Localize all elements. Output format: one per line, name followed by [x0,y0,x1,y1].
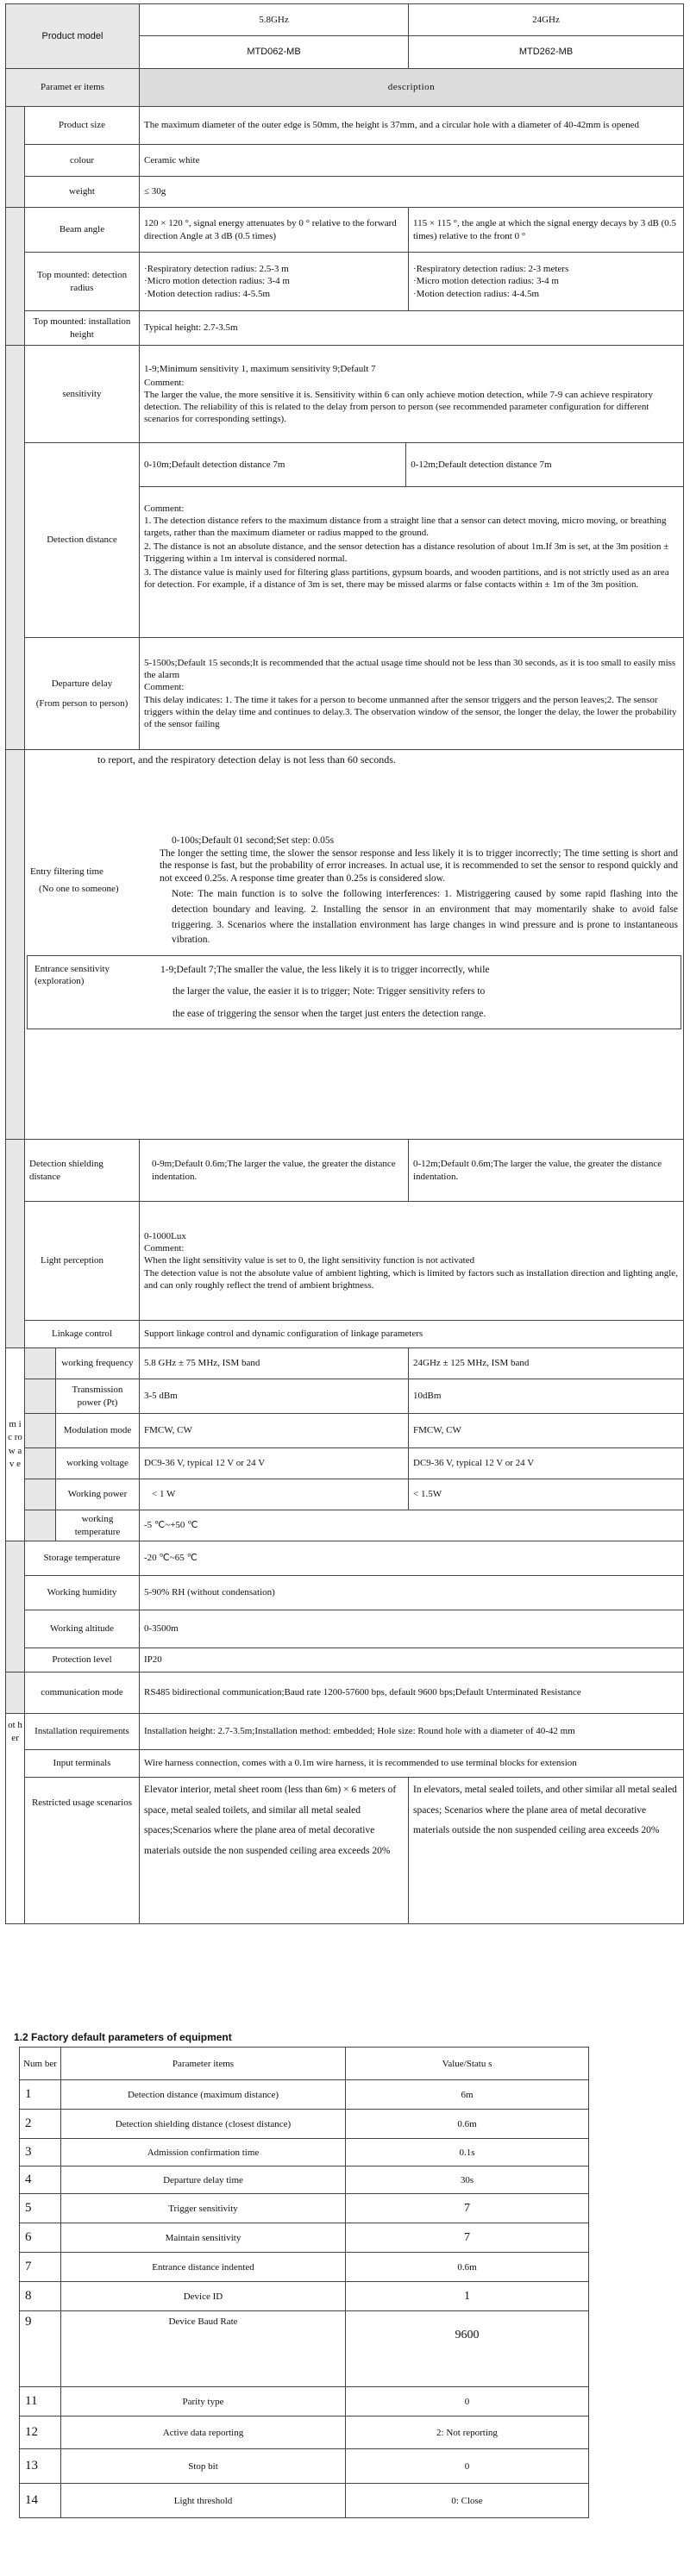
top-radius-24-line: ·Motion detection radius: 4-4.5m [413,288,540,299]
colour-value: Ceramic white [140,145,684,177]
departure-delay-sub: (From person to person) [35,697,129,709]
entrance-sensitivity-line-2: the larger the value, the easier it is to trigger; Note: Trigger sensitivity refers to [172,986,486,997]
detection-distance-24: 0-12m;Default detection distance 7m [406,443,683,486]
modulation-label: Modulation mode [56,1414,140,1448]
table-row [20,2166,589,2194]
group-basic-spacer [6,107,25,208]
entry-filter-title: Entry filtering time [30,866,104,877]
light-label: Light perception [25,1202,140,1321]
entrance-sensitivity-value [160,960,675,1025]
row-param: Entrance distance indented [61,2253,346,2282]
row-number: 6 [20,2223,61,2253]
table-row [20,2110,589,2139]
voltage-58: DC9-36 V, typical 12 V or 24 V [140,1448,409,1479]
working-freq-58: 5.8 GHz ± 75 MHz, ISM band [140,1348,409,1379]
product-model-label: Product model [6,4,140,69]
group-env-spacer [6,1541,25,1673]
table-row [20,2080,589,2110]
departure-delay-label [25,638,140,750]
row-number: 1 [20,2080,61,2110]
table-row [20,2282,589,2311]
factory-defaults-table [19,2047,589,2518]
group-light-spacer [6,1140,25,1348]
weight-value: ≤ 30g [140,177,684,208]
row-value: 0 [346,2387,589,2417]
top-radius-24-line: ·Micro motion detection radius: 3-4 m [413,276,559,287]
row-number: 12 [20,2417,61,2449]
row-value: 6m [346,2080,589,2110]
power-24: < 1.5W [409,1479,684,1510]
altitude-value: 0-3500m [140,1610,684,1648]
beam-angle-label: Beam angle [25,208,140,253]
freq-24-header: 24GHz [409,4,684,36]
power-label: Working power [56,1479,140,1510]
departure-delay-comment-label: Comment: [144,682,185,693]
detection-distance-comment-label: Comment: [144,503,185,514]
detection-distance-notes [140,487,683,594]
continuation-block [25,750,684,1140]
protection-label: Protection level [25,1648,140,1673]
factory-defaults-title: 1.2 Factory default parameters of equipment [14,2031,232,2043]
table-row [20,2139,589,2166]
row-value: 2: Not reporting [346,2417,589,2449]
row-value: 30s [346,2166,589,2194]
departure-delay-value [140,638,684,750]
group-comm-spacer [6,1673,25,1714]
row-param: Departure delay time [61,2166,346,2194]
tx-power-58: 3-5 dBm [140,1379,409,1414]
row-param: Device Baud Rate [61,2311,346,2387]
work-temp-label: working temperature [56,1510,140,1541]
beam-angle-58: 120 × 120 °, signal energy attenuates by 0 ° relative to the forward direction Angle at 3 dB (0.5 times) [140,208,409,253]
modulation-58: FMCW, CW [140,1414,409,1448]
tx-power-label: Transmission power (Pt) [56,1379,140,1414]
top-radius-58-line: ·Micro motion detection radius: 3-4 m [144,276,290,287]
row-param: Maintain sensitivity [61,2223,346,2253]
other-group-label: ot h er [6,1714,25,1924]
product-size-label: Product size [25,107,140,145]
light-comment-line-3: The detection value is not the absolute value of ambient lighting, which is limited by factors such as installation direction and lighting angle, and can only roughly reflect the trend of ambient brightness. [144,1267,678,1291]
table-row [20,2387,589,2417]
detection-distance-58: 0-10m;Default detection distance 7m [140,443,406,486]
row-value: 0: Close [346,2484,589,2518]
detection-distance-note-3: 3. The distance value is mainly used for filtering glass partitions, gypsum boards, and wooden partitions, and is not strictly used as an area for detection. For example, if a distance of 3m is set, there may be missed alarms or false contacts within ± 1m of the 3m position. [144,566,669,590]
entrance-sensitivity-line-3: the ease of triggering the sensor when the target just enters the detection range. [172,1008,486,1019]
light-comment-line-2: When the light sensitivity value is set to 0, the light sensitivity function is not activated [144,1255,475,1266]
sensitivity-comment-text: The larger the value, the more sensitive it is. Sensitivity within 6 can only achieve motion detection, while 7-9 can achieve respiratory detection. The reliability of this is related to the delay from person to person (see recommended parameter configuration for different scenarios for corresponding settings). [144,389,653,425]
light-comment-label: Comment: [144,1243,185,1254]
departure-delay-comment-text: This delay indicates: 1. The time it takes for a person to become unmanned after the sensor triggers and the person leaves;2. The sensor triggers within the delay time and continues to delay.3. The observation window of the sensor, the longer the delay, the lower the probability of the sensor failing [144,694,677,729]
storage-temp-value: -20 ℃~65 ℃ [140,1541,684,1576]
row-value: 9600 [346,2311,589,2387]
entrance-sensitivity-block [27,955,681,1029]
linkage-value: Support linkage control and dynamic configuration of linkage parameters [140,1321,684,1348]
spec-table [5,3,684,1924]
row-number: 2 [20,2110,61,2139]
table-row [20,2311,589,2387]
table-row [20,2194,589,2223]
voltage-label: working voltage [56,1448,140,1479]
install-label: Installation requirements [25,1714,140,1750]
voltage-24: DC9-36 V, typical 12 V or 24 V [409,1448,684,1479]
row-value: 1 [346,2282,589,2311]
install-value: Installation height: 2.7-3.5m;Installation method: embedded; Hole size: Round hole with a diameter of 40-42 mm [140,1714,684,1750]
tx-power-24: 10dBm [409,1379,684,1414]
row-value: 0 [346,2449,589,2484]
row-number: 8 [20,2282,61,2311]
power-58: < 1 W [140,1479,409,1510]
top-radius-24 [409,253,684,311]
row-number: 11 [20,2387,61,2417]
departure-delay-range: 5-1500s;Default 15 seconds;It is recommended that the actual usage time should not be less than 30 seconds, as it is too small to easily miss the alarm [144,658,676,681]
row-param: Device ID [61,2282,346,2311]
input-terminals-value: Wire harness connection, comes with a 0.1m wire harness, it is recommended to use terminal blocks for extension [140,1750,684,1778]
detection-distance-label: Detection distance [25,443,140,638]
light-range: 0-1000Lux [144,1231,186,1242]
freq-58-header: 5.8GHz [140,4,409,36]
departure-delay-title: Departure delay [51,678,113,690]
detection-distance-subtable [140,443,683,487]
weight-label: weight [25,177,140,208]
sensitivity-label: sensitivity [25,346,140,443]
table-row [20,2449,589,2484]
row-param: Detection distance (maximum distance) [61,2080,346,2110]
table-row [20,2253,589,2282]
group-beam-spacer [6,208,25,346]
row-param: Active data reporting [61,2417,346,2449]
row-param: Trigger sensitivity [61,2194,346,2223]
entry-filter-label [27,835,156,948]
microwave-group-label: m ic ro w av e [6,1348,25,1541]
row-number: 4 [20,2166,61,2194]
sensitivity-comment-label: Comment: [144,377,185,388]
top-radius-label: Top mounted: detection radius [25,253,140,311]
restricted-label: Restricted usage scenarios [25,1778,140,1924]
group-detect-spacer [6,346,25,750]
altitude-label: Working altitude [25,1610,140,1648]
storage-temp-label: Storage temperature [25,1541,140,1576]
factory-header-value: Value/Statu s [346,2048,589,2080]
sensitivity-range: 1-9;Minimum sensitivity 1, maximum sensitivity 9;Default 7 [144,363,376,374]
description-label: description [140,69,684,107]
detection-distance-value [140,443,684,638]
row-number: 13 [20,2449,61,2484]
entry-filter-text: The longer the setting time, the slower the sensor response and less likely it is to trigger incorrectly; The time setting is short and the response is fast, but the probability of error increases. In actual use, it is recommended to set the sensor to respond quickly and not exceed 0.25s. A response time greater than 0.25s is considered slow. [160,847,678,885]
work-temp-value: -5 ℃~+50 ℃ [140,1510,684,1541]
entrance-sensitivity-line-1: 1-9;Default 7;The smaller the value, the less likely it is to trigger incorrectly, while [160,965,490,976]
top-radius-58-line: ·Motion detection radius: 4-5.5m [144,288,271,299]
table-row [20,2484,589,2518]
row-number: 3 [20,2139,61,2166]
top-height-value: Typical height: 2.7-3.5m [140,311,684,346]
humidity-label: Working humidity [25,1576,140,1610]
entry-filter-range: 0-100s;Default 01 second;Set step: 0.05s [172,835,335,846]
factory-header-param: Parameter items [61,2048,346,2080]
entry-filter-note: Note: The main function is to solve the following interferences: 1. Mistriggering caused by some rapid flashing into the detection boundary and leaving. 2. Installing the sensor in an environment that may momentarily shake to avoid false triggering. 3. Scenarios where the installation environment has large changes in wind pressure and is prone to instantaneous vibration. [172,888,678,946]
sensitivity-value [140,346,684,443]
table-row [20,2417,589,2449]
entry-filter-sub: (No one to someone) [39,884,119,895]
humidity-value: 5-90% RH (without condensation) [140,1576,684,1610]
linkage-label: Linkage control [25,1321,140,1348]
shielding-label: Detection shielding distance [25,1140,140,1202]
microwave-spacer [25,1510,56,1541]
modulation-24: FMCW, CW [409,1414,684,1448]
row-param: Detection shielding distance (closest distance) [61,2110,346,2139]
top-radius-58-line: ·Respiratory detection radius: 2.5-3 m [144,264,289,275]
microwave-spacer [25,1414,56,1448]
row-number: 9 [20,2311,61,2387]
light-value [140,1202,684,1321]
shielding-58: 0-9m;Default 0.6m;The larger the value, the greater the distance indentation. [140,1140,409,1202]
comm-label: communication mode [25,1673,140,1714]
factory-header-number: Num ber [20,2048,61,2080]
top-height-label: Top mounted: installation height [25,311,140,346]
row-value: 0.6m [346,2253,589,2282]
param-items-label: Paramet er items [6,69,140,107]
detection-distance-note-1: 1. The detection distance refers to the maximum distance from a straight line that a sensor can detect moving, micro moving, or breathing targets, rather than the maximum diameter or radius mapped to the ground. [144,515,667,538]
colour-label: colour [25,145,140,177]
row-param: Parity type [61,2387,346,2417]
group-filter-spacer [6,750,25,1140]
entry-filter-block [25,831,683,948]
input-terminals-label: Input terminals [25,1750,140,1778]
top-radius-58 [140,253,409,311]
top-radius-24-line: ·Respiratory detection radius: 2-3 meters [413,264,569,275]
working-freq-24: 24GHz ± 125 MHz, ISM band [409,1348,684,1379]
protection-value: IP20 [140,1648,684,1673]
model-58-header: MTD062-MB [140,36,409,69]
row-value: 7 [346,2194,589,2223]
beam-angle-24: 115 × 115 °, the angle at which the signal energy decays by 3 dB (0.5 times) relative to the front 0 ° [409,208,684,253]
departure-delay-continuation: to report, and the respiratory detection delay is not less than 60 seconds. [97,753,396,766]
restricted-58: Elevator interior, metal sheet room (less than 6m) × 6 meters of space, metal sealed toilets, and similar all metal sealed spaces;Scenarios where the plane area of metal decorative materials outside the non suspended ceiling area exceeds 20% [140,1778,409,1924]
product-size-value: The maximum diameter of the outer edge is 50mm, the height is 37mm, and a circular hole with a diameter of 40-42mm is opened [140,107,684,145]
detection-distance-note-2b: Triggering within a 1m interval is considered normal. [144,553,348,564]
microwave-spacer [25,1448,56,1479]
row-param: Light threshold [61,2484,346,2518]
row-number: 5 [20,2194,61,2223]
table-row [20,2223,589,2253]
microwave-spacer [25,1379,56,1414]
restricted-24: In elevators, metal sealed toilets, and other similar all metal sealed spaces; Scenarios where the plane area of metal decorative materials outside the non suspended ceiling area exceeds 20% [409,1778,684,1924]
row-value: 7 [346,2223,589,2253]
comm-value: RS485 bidirectional communication;Baud rate 1200-57600 bps, default 9600 bps;Default Unterminated Resistance [140,1673,684,1714]
model-24-header: MTD262-MB [409,36,684,69]
row-value: 0.1s [346,2139,589,2166]
detection-distance-note-2: 2. The distance is not an absolute distance, and the sensor detection has a distance resolution of about 1m.If 3m is set, at the 3m position ± [144,541,669,552]
microwave-spacer [25,1348,56,1379]
row-param: Admission confirmation time [61,2139,346,2166]
shielding-24: 0-12m;Default 0.6m;The larger the value, the greater the distance indentation. [409,1140,684,1202]
entry-filter-value [156,835,681,948]
working-freq-label: working frequency [56,1348,140,1379]
entrance-sensitivity-label: Entrance sensitivity (exploration) [34,964,110,987]
row-value: 0.6m [346,2110,589,2139]
row-number: 14 [20,2484,61,2518]
row-param: Stop bit [61,2449,346,2484]
microwave-spacer [25,1479,56,1510]
row-number: 7 [20,2253,61,2282]
